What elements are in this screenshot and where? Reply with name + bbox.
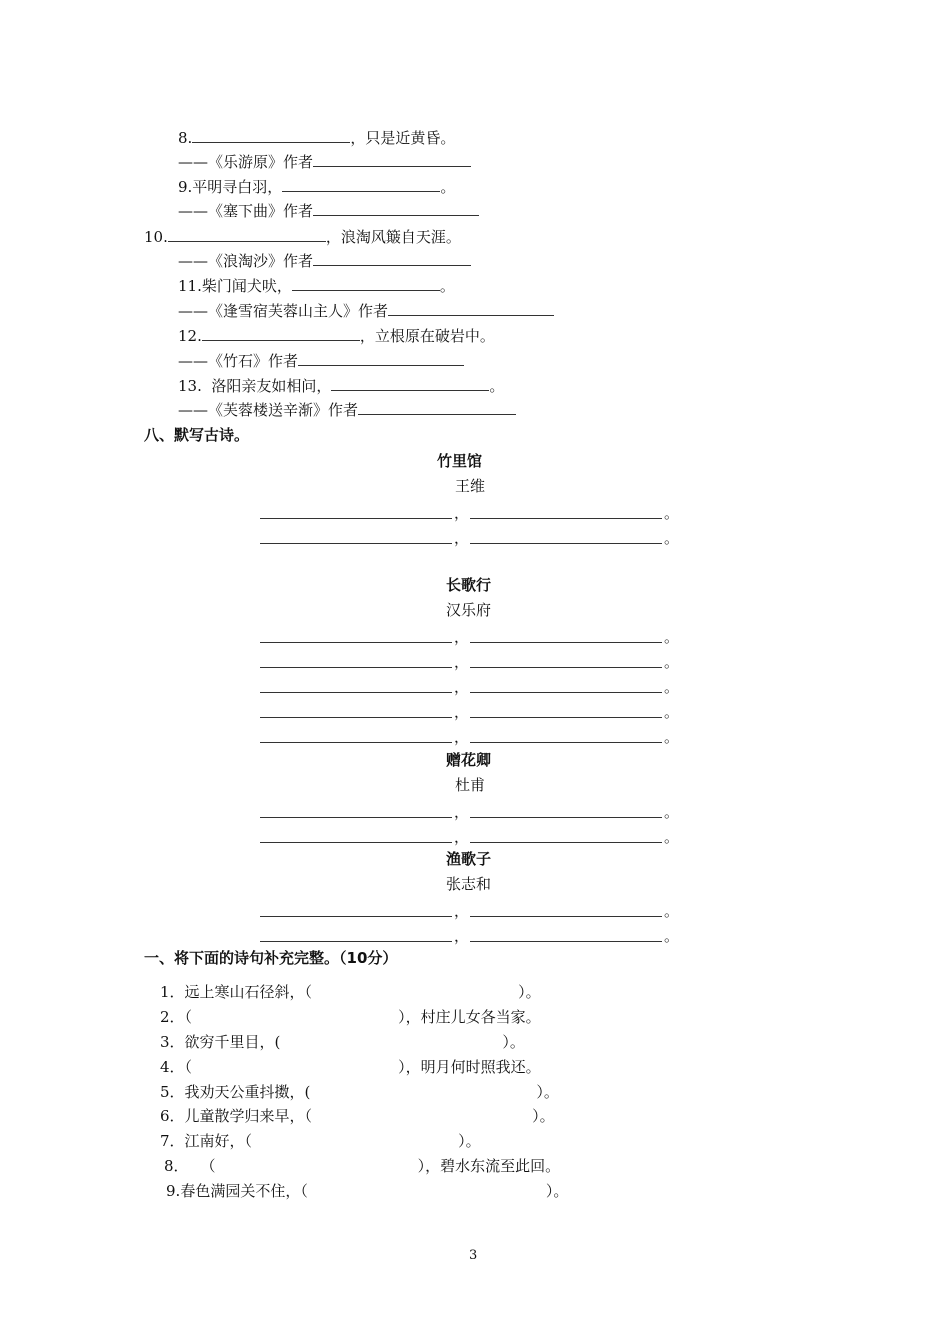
- item-text: （: [184, 1058, 193, 1076]
- item-text: ），碧水东流至此回。: [417, 1157, 561, 1175]
- fill-line-q9-author: [178, 201, 479, 221]
- period: 。: [664, 628, 680, 646]
- blank-underline[interactable]: [260, 655, 452, 668]
- list-item: [160, 982, 541, 1002]
- blank-underline[interactable]: [313, 251, 471, 266]
- line-text: ——《逢雪宿芙蓉山主人》作者: [178, 302, 389, 320]
- item-text: ）。: [502, 1033, 525, 1051]
- blank-underline[interactable]: [260, 805, 452, 818]
- item-text: ）。: [536, 1083, 559, 1101]
- blank-underline[interactable]: [470, 805, 662, 818]
- blank-underline[interactable]: [260, 531, 452, 544]
- list-item: [160, 1007, 541, 1027]
- list-item: [160, 1057, 541, 1077]
- line-text: ——《浪淘沙》作者: [178, 252, 314, 270]
- item-text: 我劝天公重抖擞，(: [184, 1083, 311, 1101]
- comma: ，: [454, 703, 470, 721]
- fill-line-q12-author: [178, 351, 464, 371]
- fill-line-q8: [178, 128, 455, 148]
- line-text: ，立根原在破岩中。: [359, 327, 495, 345]
- item-number: 5．: [160, 1083, 185, 1101]
- poem-title: 渔歌子: [446, 850, 492, 868]
- blank-underline[interactable]: [260, 929, 452, 942]
- fill-line-q11: [178, 276, 455, 296]
- item-text: ），村庄儿女各当家。: [398, 1008, 541, 1026]
- list-item: [166, 1181, 568, 1201]
- blank-underline[interactable]: [260, 830, 452, 843]
- list-item: [160, 1032, 525, 1052]
- line-text: ——《芙蓉楼送辛渐》作者: [178, 401, 359, 419]
- period: 。: [664, 728, 680, 746]
- poem-author: 汉乐府: [446, 601, 492, 619]
- blank-underline[interactable]: [470, 705, 662, 718]
- fill-line-q13: [178, 376, 504, 396]
- blank-underline[interactable]: [470, 680, 662, 693]
- line-text: 9.平明寻白羽，: [178, 178, 283, 196]
- period: 。: [664, 803, 680, 821]
- poem-title: 长歌行: [446, 576, 492, 594]
- line-text: 10.: [144, 228, 168, 246]
- period: 。: [664, 678, 680, 696]
- item-text: （: [200, 1157, 216, 1175]
- period: 。: [664, 828, 680, 846]
- comma: ，: [454, 828, 470, 846]
- line-text: 12.: [178, 327, 202, 345]
- blank-underline[interactable]: [292, 276, 440, 291]
- item-number: 8．: [164, 1157, 189, 1175]
- fill-line-q8-author: [178, 152, 471, 172]
- fill-line-q10-author: [178, 251, 471, 271]
- line-text: 。: [489, 377, 505, 395]
- comma: ，: [454, 529, 470, 547]
- blank-underline[interactable]: [260, 630, 452, 643]
- fill-line-q10: [144, 227, 461, 247]
- comma: ，: [454, 504, 470, 522]
- poem-title: 竹里馆: [437, 452, 483, 470]
- blank-underline[interactable]: [470, 531, 662, 544]
- fill-line-q9: [178, 177, 455, 197]
- section-heading-1: 一、将下面的诗句补充完整。（10分）: [144, 949, 398, 967]
- blank-underline[interactable]: [260, 705, 452, 718]
- comma: ，: [454, 927, 470, 945]
- period: 。: [664, 902, 680, 920]
- line-text: 。: [440, 178, 456, 196]
- blank-underline[interactable]: [192, 128, 350, 143]
- item-text: 远上寒山石径斜，（: [184, 983, 313, 1001]
- item-number: 1．: [160, 983, 185, 1001]
- line-text: 8.: [178, 129, 193, 147]
- blank-underline[interactable]: [470, 730, 662, 743]
- item-text: ）。: [458, 1132, 481, 1150]
- item-text: ）。: [518, 983, 541, 1001]
- list-item: [160, 1082, 559, 1102]
- item-text: 欲穷千里目，(: [184, 1033, 281, 1051]
- poem-author: 杜甫: [455, 776, 486, 794]
- blank-underline[interactable]: [260, 506, 452, 519]
- line-text: ——《塞下曲》作者: [178, 202, 314, 220]
- period: 。: [664, 504, 680, 522]
- comma: ，: [454, 628, 470, 646]
- blank-underline[interactable]: [202, 326, 360, 341]
- period: 。: [664, 529, 680, 547]
- comma: ，: [454, 653, 470, 671]
- blank-underline[interactable]: [470, 830, 662, 843]
- item-number: 9.: [166, 1182, 181, 1200]
- line-text: ，只是近黄昏。: [350, 129, 456, 147]
- blank-underline[interactable]: [331, 376, 489, 391]
- line-text: ——《竹石》作者: [178, 352, 299, 370]
- item-number: 2．: [160, 1008, 185, 1026]
- blank-underline[interactable]: [282, 177, 440, 192]
- blank-underline[interactable]: [470, 904, 662, 917]
- section-heading-8: 八、默写古诗。: [144, 426, 250, 444]
- item-number: 3．: [160, 1033, 185, 1051]
- list-item: [164, 1156, 560, 1176]
- fill-line-q13-author: [178, 400, 516, 420]
- comma: ，: [454, 902, 470, 920]
- item-text: 儿童散学归来早，（: [184, 1107, 313, 1125]
- blank-underline[interactable]: [358, 400, 516, 415]
- poem-title: 赠花卿: [446, 751, 492, 769]
- list-item: [160, 1131, 481, 1151]
- blank-underline[interactable]: [470, 630, 662, 643]
- comma: ，: [454, 728, 470, 746]
- line-text: 11.柴门闻犬吠，: [178, 277, 292, 295]
- blank-underline[interactable]: [470, 929, 662, 942]
- blank-underline[interactable]: [168, 227, 326, 242]
- blank-underline[interactable]: [470, 506, 662, 519]
- blank-underline[interactable]: [260, 904, 452, 917]
- blank-underline[interactable]: [260, 680, 452, 693]
- line-text: ，浪淘风簸自天涯。: [325, 228, 461, 246]
- blank-underline[interactable]: [313, 201, 479, 216]
- line-text: ——《乐游原》作者: [178, 153, 314, 171]
- poem-author: 王维: [455, 477, 486, 495]
- blank-underline[interactable]: [388, 301, 554, 316]
- blank-underline[interactable]: [260, 730, 452, 743]
- item-text: ）。: [532, 1107, 555, 1125]
- fill-line-q11-author: [178, 301, 554, 321]
- item-number: 7．: [160, 1132, 185, 1150]
- item-number: 4．: [160, 1058, 185, 1076]
- page-number: 3: [469, 1248, 478, 1263]
- item-text: 江南好，（: [184, 1132, 253, 1150]
- line-text: 13. 洛阳亲友如相问，: [178, 377, 332, 395]
- period: 。: [664, 653, 680, 671]
- list-item: [160, 1106, 555, 1126]
- period: 。: [664, 703, 680, 721]
- line-text: 。: [439, 277, 455, 295]
- fill-line-q12: [178, 326, 495, 346]
- comma: ，: [454, 678, 470, 696]
- poem-author: 张志和: [446, 875, 492, 893]
- blank-underline[interactable]: [313, 152, 471, 167]
- item-number: 6．: [160, 1107, 185, 1125]
- comma: ，: [454, 803, 470, 821]
- blank-underline[interactable]: [470, 655, 662, 668]
- item-text: 春色满园关不住，（: [180, 1182, 308, 1200]
- item-text: ），明月何时照我还。: [398, 1058, 541, 1076]
- item-text: ）。: [545, 1182, 569, 1200]
- blank-underline[interactable]: [298, 351, 464, 366]
- item-text: （: [184, 1008, 193, 1026]
- period: 。: [664, 927, 680, 945]
